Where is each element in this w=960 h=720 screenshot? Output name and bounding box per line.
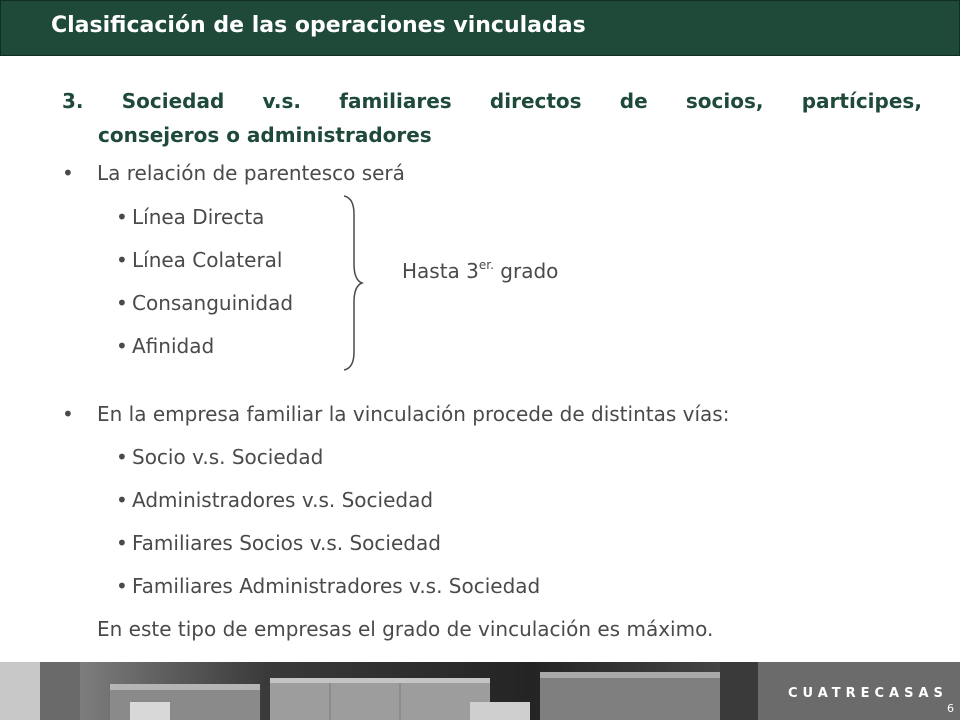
brand-logo: CUATRECASAS	[788, 686, 948, 701]
sub-bullet-text: Familiares Administradores v.s. Sociedad	[132, 574, 541, 598]
sub-bullet-text: Línea Colateral	[132, 248, 283, 272]
sub-bullet-text: Familiares Socios v.s. Sociedad	[132, 531, 441, 555]
section-heading	[62, 84, 922, 152]
office-lounge-photo	[0, 662, 758, 720]
conclusion-text: En este tipo de empresas el grado de vinculación es máximo.	[97, 617, 714, 641]
degree-note-sup: er.	[478, 258, 494, 272]
right-brace-icon	[340, 194, 364, 372]
bullet-text: En la empresa familiar la vinculación procede de distintas vías:	[97, 402, 730, 426]
sub-bullet-dot: •	[116, 445, 128, 469]
sub-bullet-text: Línea Directa	[132, 205, 265, 229]
bullet-text: La relación de parentesco será	[97, 161, 405, 185]
heading-word: partícipes,	[801, 89, 922, 113]
lounge-photo-illustration	[0, 662, 758, 720]
sub-bullet-dot: •	[116, 574, 128, 598]
sub-bullet-dot: •	[116, 205, 128, 229]
degree-note	[402, 258, 558, 283]
sub-bullet-text: Administradores v.s. Sociedad	[132, 488, 434, 512]
sub-bullet-text: Consanguinidad	[132, 291, 294, 315]
title-bar	[0, 0, 960, 56]
footer-brand-panel	[758, 662, 960, 720]
section-heading-line1	[62, 84, 922, 118]
degree-note-suffix: grado	[493, 259, 559, 283]
sub-bullet-dot: •	[116, 291, 128, 315]
heading-word: v.s.	[262, 89, 302, 113]
sub-bullet-dot: •	[116, 248, 128, 272]
bullet-dot: •	[62, 402, 74, 426]
bullet-dot: •	[62, 161, 74, 185]
sub-bullet-dot: •	[116, 488, 128, 512]
page-number: 6	[947, 702, 954, 715]
heading-word: familiares	[339, 89, 452, 113]
sub-bullet-text: Afinidad	[132, 334, 215, 358]
sub-bullet-text: Socio v.s. Sociedad	[132, 445, 324, 469]
heading-word: de	[619, 89, 648, 113]
section-heading-line2: consejeros o administradores	[98, 123, 432, 147]
sub-bullet-dot: •	[116, 334, 128, 358]
heading-word: directos	[489, 89, 582, 113]
section-number: 3.	[62, 89, 84, 113]
heading-word: Sociedad	[121, 89, 225, 113]
heading-word: socios,	[685, 89, 764, 113]
degree-note-prefix: Hasta 3	[402, 259, 479, 283]
slide-title: Clasificación de las operaciones vinculadas	[51, 13, 586, 38]
sub-bullet-dot: •	[116, 531, 128, 555]
